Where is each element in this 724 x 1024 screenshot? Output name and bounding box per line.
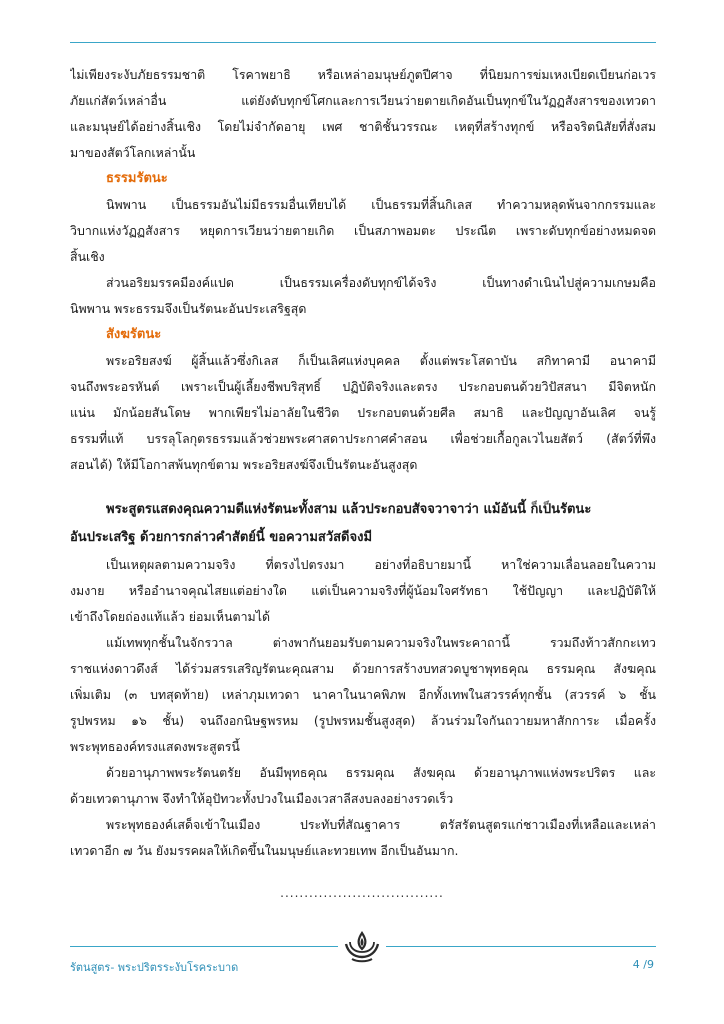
summary-p2-line-1: แม้เทพทุกชั้นในจักรวาล ต่างพากันยอมรับตามความจริงในพระคาถานี้ รวมถึงท้าวสักกะเทว [106, 635, 656, 650]
dhamma-p1-line-1: นิพพาน เป็นธรรมอันไม่มีธรรมอื่นเทียบได้ เป็นธรรมที่สิ้นกิเลส ทำความหลุดพ้นจากกรรมและ [106, 197, 656, 212]
document-body [70, 62, 656, 864]
footer-rule-right [386, 946, 656, 947]
section-gap [70, 478, 656, 496]
summary-p1-line-1: เป็นเหตุผลตามความจริง ที่ตรงไปตรงมา อย่างที่อธิบายมานี้ หาใช่ความเลื่อนลอยในความ [106, 557, 656, 572]
header-rule [70, 42, 656, 43]
dhamma-p2-line-1: ส่วนอริยมรรคมีองค์แปด เป็นธรรมเครื่องดับทุกข์ได้จริง เป็นทางดำเนินไปสู่ความเกษมคือ [106, 275, 656, 290]
footer-document-title: รัตนสูตร- พระปริตรระงับโรคระบาด [70, 961, 239, 974]
intro-line-1: ไม่เพียงระงับภัยธรรมชาติ โรคาพยาธิ หรือเหล่าอมนุษย์ภูตปีศาจ ที่นิยมการข่มเหงเบียดเบียนก่อเวร [70, 67, 656, 82]
summary-p2-line-5: พระพุทธองค์ทรงแสดงพระสูตรนี้ [70, 739, 240, 754]
summary-bold-line-1: พระสูตรแสดงคุณความดีแห่งรัตนะทั้งสาม แล้วประกอบสัจจวาจาว่า แม้อันนี้ ก็เป็นรัตนะ [106, 502, 592, 517]
dhamma-p1-line-3: สิ้นเชิง [70, 249, 105, 264]
sangha-p1-line-1: พระอริยสงฆ์ ผู้สิ้นแล้วซึ่งกิเลส ก็เป็นเลิศแห่งบุคคล ตั้งแต่พระโสดาบัน สกิทาคามี อนาคามี [106, 353, 656, 368]
sangha-p1-line-5: สอนได้) ให้มีโอกาสพ้นทุกข์ตาม พระอริยสงฆ์จึงเป็นรัตนะอันสูงสุด [70, 457, 418, 472]
dhamma-p1-line-2: วิบากแห่งวัฏฏสังสาร หยุดการเวียนว่ายตายเกิด เป็นสภาพอมตะ ประณีต เพราะดับทุกข์อย่างหมดจด [70, 223, 656, 238]
lotus-flame-icon [340, 930, 384, 964]
summary-bold-line-2: อันประเสริฐ ด้วยการกล่าวคำสัตย์นี้ ขอความสวัสดีจงมี [70, 530, 373, 545]
separator-dots: .................................. [280, 886, 444, 900]
sangha-p1-line-4: ธรรมที่แท้ บรรลุโลกุตรธรรมแล้วช่วยพระศาสดาประกาศคำสอน เพื่อช่วยเกื้อกูลเวไนยสัตว์ (สัตว์ที่พึง [70, 431, 656, 446]
intro-line-2: ภัยแก่สัตว์เหล่าอื่น แต่ยังดับทุกข์โศกและการเวียนว่ายตายเกิดอันเป็นทุกข์ในวัฏฏสังสารของเทวดา [70, 93, 656, 108]
summary-p2-line-3: เพิ่มเติม (๓ บทสุดท้าย) เหล่าภุมเทวดา นาคาในนาคพิภพ อีกทั้งเทพในสวรรค์ทุกชั้น (สวรรค์ ๖ ชั้น [70, 687, 656, 702]
summary-p1-line-2: งมงาย หรืออำนาจคุณไสยแต่อย่างใด แต่เป็นความจริงที่ผู้น้อมใจศรัทธา ใช้ปัญญา และปฏิบัติให้ [70, 583, 656, 598]
dhamma-p2-line-2: นิพพาน พระธรรมจึงเป็นรัตนะอันประเสริฐสุด [70, 301, 307, 316]
sangha-p1-line-3: แน่น มักน้อยสันโดษ พากเพียรไม่อาลัยในชีวิต ประกอบตนด้วยศีล สมาธิ และปัญญาอันเลิศ จนรู้ [70, 405, 656, 420]
intro-line-3: และมนุษย์ได้อย่างสิ้นเชิง โดยไม่จำกัดอายุ เพศ ชาติชั้นวรรณะ เหตุที่สร้างทุกข์ หรือจริตนิสัยที่สั่งสม [70, 119, 656, 134]
dhamma-heading: ธรรมรัตนะ [106, 171, 168, 186]
footer-rule-left [70, 946, 338, 947]
summary-p1-line-3: เข้าถึงโดยถ่องแท้แล้ว ย่อมเห็นตามได้ [70, 609, 270, 624]
summary-p2-line-2: ราชแห่งดาวดึงส์ ได้ร่วมสรรเสริญรัตนะคุณสาม ด้วยการสร้างบทสวดบูชาพุทธคุณ ธรรมคุณ สังฆคุณ [70, 661, 656, 676]
summary-p4-line-2: เทวดาอีก ๗ วัน ยังมรรคผลให้เกิดขึ้นในมนุษย์และทวยเทพ อีกเป็นอันมาก. [70, 843, 459, 858]
summary-p3-line-1: ด้วยอานุภาพพระรัตนตรัย อันมีพุทธคุณ ธรรมคุณ สังฆคุณ ด้วยอานุภาพแห่งพระปริตร และ [106, 765, 656, 780]
intro-line-4: มาของสัตว์โลกเหล่านั้น [70, 145, 196, 160]
summary-p4-line-1: พระพุทธองค์เสด็จเข้าในเมือง ประทับที่สัณฐาคาร ตรัสรัตนสูตรแก่ชาวเมืองที่เหลือและเหล่า [106, 817, 656, 832]
sangha-p1-line-2: จนถึงพระอรหันต์ เพราะเป็นผู้เลี้ยงชีพบริสุทธิ์ ปฏิบัติจริงและตรง ประกอบตนด้วยวิปัสสนา มีจิตหนัก [70, 379, 656, 394]
footer-page-number: 4 /9 [632, 958, 654, 971]
summary-p2-line-4: รูปพรหม ๑๖ ชั้น) จนถึงอกนิษฐพรหม (รูปพรหมชั้นสูงสุด) ล้วนร่วมใจกันถวายมหาสักการะ เมื่อครั้ง [70, 713, 656, 728]
summary-p3-line-2: ด้วยเทวตานุภาพ จึงทำให้อุปัทวะทั้งปวงในเมืองเวสาลีสงบลงอย่างรวดเร็ว [70, 791, 454, 806]
sangha-heading: สังฆรัตนะ [106, 327, 162, 342]
